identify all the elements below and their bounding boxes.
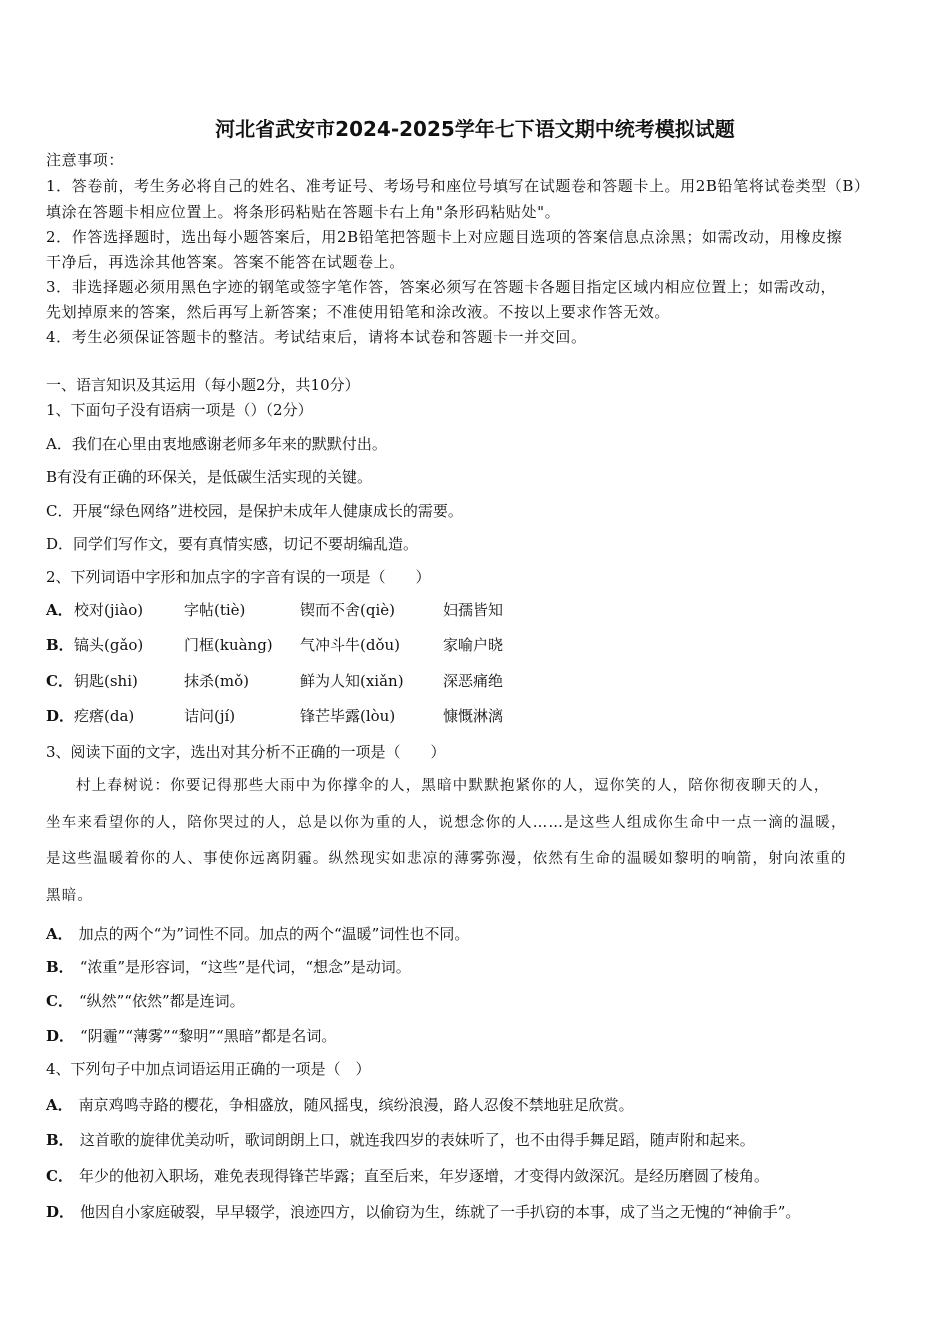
- section-heading: 一、语言知识及其运用（每小题2分，共10分）: [46, 376, 360, 394]
- passage-line: 坐车来看望你的人，陪你哭过的人，总是以你为重的人，说想念你的人……是这些人组成你生命中一点一滴的温暖，: [46, 815, 847, 831]
- option-label: D．: [46, 1027, 75, 1045]
- notice-line: 2．作答选择题时，选出每小题答案后，用2B铅笔把答题卡上对应题目选项的答案信息点涂黑；如需改动，用橡皮擦: [46, 228, 843, 246]
- notice-line: 干净后，再选涂其他答案。答案不能答在试题卷上。: [46, 253, 405, 271]
- passage-line: 黑暗。: [46, 888, 94, 904]
- question-stem: 2、下列词语中字形和加点字的字音有误的一项是（ ）: [46, 568, 431, 586]
- option-text: “纵然”“依然”都是连词。: [78, 992, 245, 1010]
- option-label: A．: [46, 601, 73, 619]
- option-label: D．: [46, 1203, 75, 1221]
- word: 锋芒毕露(lòu): [300, 707, 396, 725]
- word: 慷慨淋漓: [443, 707, 504, 725]
- option: [46, 1026, 336, 1046]
- option-label: A．: [46, 1096, 73, 1114]
- notice-line: 填涂在答题卡相应位置上。将条形码粘贴在答题卡右上角"条形码粘贴处"。: [46, 203, 561, 221]
- word: 钥匙(shi): [74, 672, 138, 690]
- word: 诘问(jí): [184, 707, 236, 725]
- word: 字帖(tiè): [184, 601, 246, 619]
- word: 锲而不舍(qiè): [300, 601, 395, 619]
- word: 镐头(gǎo): [74, 636, 144, 654]
- word: 校对(jiào): [74, 601, 144, 619]
- option-label: A．: [46, 925, 73, 943]
- option-label: C．: [46, 672, 73, 690]
- option: [46, 924, 469, 944]
- word: 门框(kuàng): [184, 636, 273, 654]
- option-text: “阴霾”“薄雾”“黎明”“黑暗”都是名词。: [80, 1027, 337, 1045]
- word: 气冲斗牛(dǒu): [300, 636, 400, 654]
- question-stem: 1、下面句子没有语病一项是（）（2分）: [46, 401, 313, 419]
- passage-line: 是这些温暖着你的人、事使你远离阴霾。纵然现实如悲凉的薄雾弥漫，依然有生命的温暖如黎明的响箭，射向浓重的: [46, 851, 847, 867]
- page-title: 河北省武安市2024-2025学年七下语文期中统考模拟试题: [215, 117, 735, 141]
- option-text: 这首歌的旋律优美动听，歌词朗朗上口，就连我四岁的表妹听了，也不由得手舞足蹈，随声附和起来。: [79, 1131, 755, 1149]
- notice-line: 3．非选择题必须用黑色字迹的钢笔或签字笔作答，答案必须写在答题卡各题目指定区域内相应位置上；如需改动，: [46, 278, 837, 296]
- word: 妇孺皆知: [443, 601, 504, 619]
- option: [46, 1166, 769, 1186]
- notice-line: 4．考生必须保证答题卡的整洁。考试结束后，请将本试卷和答题卡一并交回。: [46, 328, 587, 346]
- question-stem: 3、阅读下面的文字，选出对其分析不正确的一项是（ ）: [46, 743, 446, 761]
- notice-line: 1．答卷前，考生务必将自己的姓名、准考证号、考场号和座位号填写在试题卷和答题卡上。用2B铅笔将试卷类型（B）: [46, 177, 870, 195]
- option-label: C．: [46, 1167, 73, 1185]
- word: 抹杀(mǒ): [184, 672, 249, 690]
- word: 深恶痛绝: [443, 672, 504, 690]
- option: [46, 991, 245, 1011]
- option-label: B．: [46, 1131, 74, 1149]
- option: [46, 1095, 634, 1115]
- notice-line: 先划掉原来的答案，然后再写上新答案；不准使用铅笔和涂改液。不按以上要求作答无效。: [46, 303, 671, 321]
- option-text: 加点的两个“为”词性不同。加点的两个“温暖”词性也不同。: [78, 925, 470, 943]
- word: 鲜为人知(xiǎn): [300, 672, 404, 690]
- option: C．开展“绿色网络”进校园，是保护未成年人健康成长的需要。: [46, 502, 463, 520]
- option-text: 他因自小家庭破裂，早早辍学，浪迹四方，以偷窃为生，练就了一手扒窃的本事，成了当之无愧的“神偷手”。: [80, 1203, 801, 1221]
- question-stem: 4、下列句子中加点词语运用正确的一项是（ ）: [46, 1060, 371, 1078]
- option: A．我们在心里由衷地感谢老师多年来的默默付出。: [46, 435, 387, 453]
- notice-heading: 注意事项：: [46, 151, 125, 169]
- option-label: D．: [46, 707, 75, 725]
- option: D．同学们写作文，要有真情实感，切记不要胡编乱造。: [46, 535, 419, 553]
- option: B有没有正确的环保关，是低碳生活实现的关键。: [46, 468, 373, 486]
- option-label: B．: [46, 636, 74, 654]
- option: [46, 957, 411, 977]
- option-text: 年少的他初入职场，难免表现得锋芒毕露；直至后来，年岁逐增，才变得内敛深沉。是经历磨圆了棱角。: [78, 1167, 769, 1185]
- option: [46, 1130, 755, 1150]
- option-text: 南京鸡鸣寺路的樱花，争相盛放，随风摇曳，缤纷浪漫，路人忍俊不禁地驻足欣赏。: [78, 1096, 634, 1114]
- passage-line: 村上春树说：你要记得那些大雨中为你撑伞的人，黑暗中默默抱紧你的人，逗你笑的人，陪你彻夜聊天的人，: [76, 778, 830, 794]
- option-text: “浓重”是形容词，“这些”是代词，“想念”是动词。: [79, 958, 411, 976]
- word: 家喻户晓: [443, 636, 504, 654]
- word: 疙瘩(da): [74, 707, 135, 725]
- option-label: B．: [46, 958, 74, 976]
- option: [46, 1202, 800, 1222]
- option-label: C．: [46, 992, 73, 1010]
